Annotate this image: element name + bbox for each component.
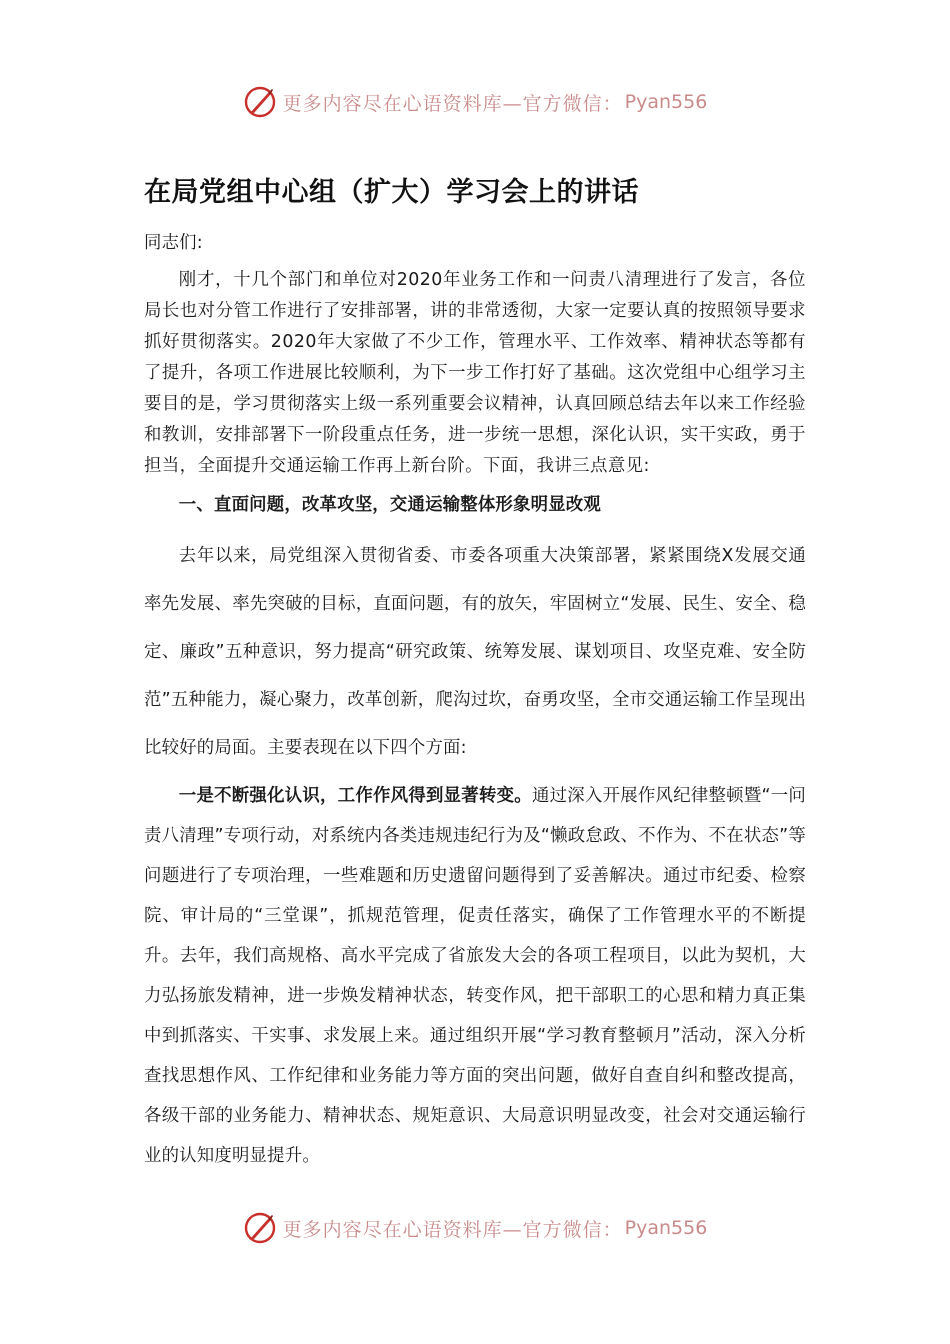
intro-paragraph: 刚才，十几个部门和单位对2020年业务工作和一问责八清理进行了发言，各位局长也对分管工作进行了安排部署，讲的非常透彻，大家一定要认真的按照领导要求抓好贯彻落实。2020年大家做了不少工作，管理水平、工作效率、精神状态等都有了提升，各项工作进展比较顺利，为下一步工作打好了基础。这次党组中心组学习主要目的是，学习贯彻落实上级一系列重要会议精神，认真回顾总结去年以来工作经验和教训，安排部署下一阶段重点任务，进一步统一思想，深化认识，实干实政，勇于担当，全面提升交通运输工作再上新台阶。下面，我讲三点意见: bbox=[144, 270, 806, 476]
section-1-paragraph: 去年以来，局党组深入贯彻省委、市委各项重大决策部署，紧紧围绕X发展交通率先发展、率先突破的目标，直面问题，有的放矢，牢固树立“发展、民生、安全、稳定、廉政”五种意识，努力提高“研究政策、统筹发展、谋划项目、攻坚克难、安全防范”五种能力，凝心聚力，改革创新，爬沟过坎，奋勇攻坚，全市交通运输工作呈现出比较好的局面。主要表现在以下四个方面: bbox=[144, 546, 806, 758]
quill-pen-logo-icon bbox=[243, 1211, 277, 1245]
quill-pen-logo-icon bbox=[243, 85, 277, 119]
watermark-wechat-id: Pyan556 bbox=[624, 91, 708, 113]
document-title: 在局党组中心组（扩大）学习会上的讲话 bbox=[144, 177, 639, 208]
point-1-lead: 一是不断强化认识，工作作风得到显著转变。 bbox=[178, 786, 532, 806]
watermark-text: 更多内容尽在心语资料库—官方微信： bbox=[282, 1218, 623, 1241]
watermark-header bbox=[0, 82, 950, 122]
salutation: 同志们: bbox=[144, 233, 203, 253]
document-body bbox=[144, 228, 806, 1176]
section-1-heading: 一、直面问题，改革攻坚，交通运输整体形象明显改观 bbox=[178, 495, 601, 515]
watermark-footer bbox=[0, 1208, 950, 1248]
watermark-text: 更多内容尽在心语资料库—官方微信： bbox=[282, 92, 623, 115]
point-1-paragraph bbox=[144, 776, 806, 1176]
point-1-body: 通过深入开展作风纪律整顿暨“一问责八清理”专项行动，对系统内各类违规违纪行为及“懒政怠政、不作为、不在状态”等问题进行了专项治理，一些难题和历史遗留问题得到了妥善解决。通过市纪委、检察院、审计局的“三堂课”，抓规范管理，促责任落实，确保了工作管理水平的不断提升。去年，我们高规格、高水平完成了省旅发大会的各项工程项目，以此为契机，大力弘扬旅发精神，进一步焕发精神状态，转变作风，把干部职工的心思和精力真正集中到抓落实、干实事、求发展上来。通过组织开展“学习教育整顿月”活动，深入分析查找思想作风、工作纪律和业务能力等方面的突出问题，做好自查自纠和整改提高，各级干部的业务能力、精神状态、规矩意识、大局意识明显改变，社会对交通运输行业的认知度明显提升。 bbox=[144, 786, 806, 1166]
watermark-wechat-id: Pyan556 bbox=[624, 1217, 708, 1239]
